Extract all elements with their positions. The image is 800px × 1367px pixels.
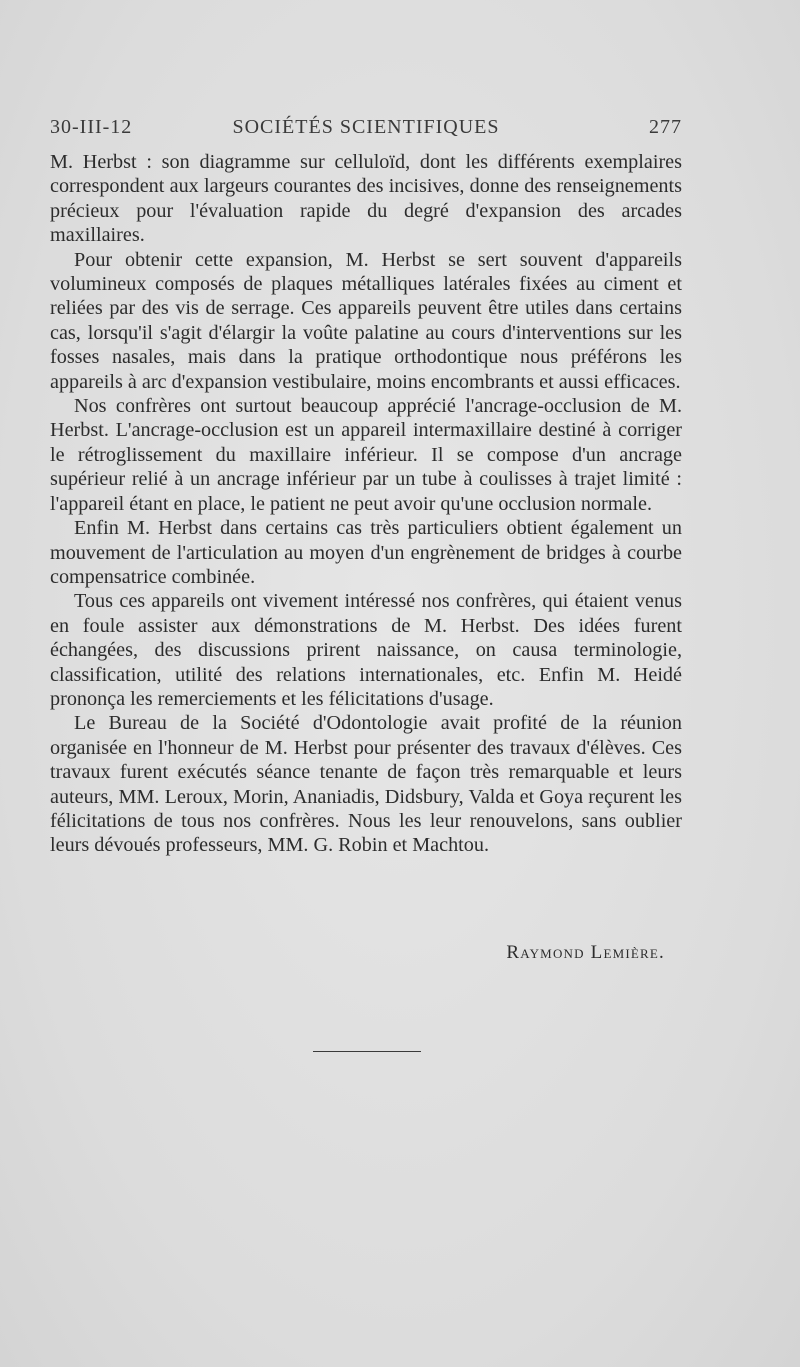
- header-date: 30-III-12: [50, 116, 133, 138]
- end-rule-divider: [313, 1051, 421, 1052]
- author-signature: Raymond Lemière.: [506, 942, 665, 963]
- body-text: [50, 150, 682, 858]
- paragraph-herbst-diagram: M. Herbst : son diagramme sur celluloïd, dont les différents exemplaires correspondent aux largeurs courantes des incisives, donne des renseignements précieux pour l'évaluation rapide du degré d'expansion des arcades maxillaires.: [50, 151, 682, 247]
- running-head: [50, 116, 682, 146]
- paragraph-demonstrations: Tous ces appareils ont vivement intéressé nos confrères, qui étaient venus en foule assister aux démonstrations de M. Herbst. Des idées furent échangées, des discussions prirent naissance, on causa terminologie, classification, utilité des relations internationales, etc. Enfin M. Heidé prononça les remerciements et les félicitations d'usage.: [50, 590, 682, 710]
- paragraph-student-works: Le Bureau de la Société d'Odontologie avait profité de la réunion organisée en l'honneur de M. Herbst pour présenter des travaux d'élèves. Ces travaux furent exécutés séance tenante de façon très remarquable et leurs auteurs, MM. Leroux, Morin, Ananiadis, Didsbury, Valda et Goya reçurent les félicitations de tous nos confrères. Nous les leur renouvelons, sans oublier leurs dévoués professeurs, MM. G. Robin et Machtou.: [50, 712, 682, 857]
- paragraph-expansion-appliances: Pour obtenir cette expansion, M. Herbst se sert souvent d'appareils volumineux composés de plaques métalliques latérales fixées au ciment et reliées par des vis de serrage. Ces appareils peuvent être utiles dans certains cas, lorsqu'il s'agit d'élargir la voûte palatine au cours d'interventions sur les fosses nasales, mais dans la pratique orthodontique nous préférons les appareils à arc d'expansion vestibulaire, moins encombrants et aussi efficaces.: [50, 248, 682, 393]
- paragraph-ancrage-occlusion: Nos confrères ont surtout beaucoup apprécié l'ancrage-occlusion de M. Herbst. L'ancrage-occlusion est un appareil intermaxillaire destiné à corriger le rétroglissement du maxillaire inférieur. Il se compose d'un ancrage supérieur relié à un ancrage inférieur par un tube à coulisses à trajet limité : l'appareil étant en place, le patient ne peut avoir qu'une occlusion normale.: [50, 395, 682, 515]
- header-section-title: SOCIÉTÉS SCIENTIFIQUES: [232, 116, 500, 138]
- paragraph-bridges: Enfin M. Herbst dans certains cas très particuliers obtient également un mouvement de l'articulation au moyen d'un engrènement de bridges à courbe compensatrice combinée.: [50, 517, 682, 588]
- page-number: 277: [649, 116, 682, 138]
